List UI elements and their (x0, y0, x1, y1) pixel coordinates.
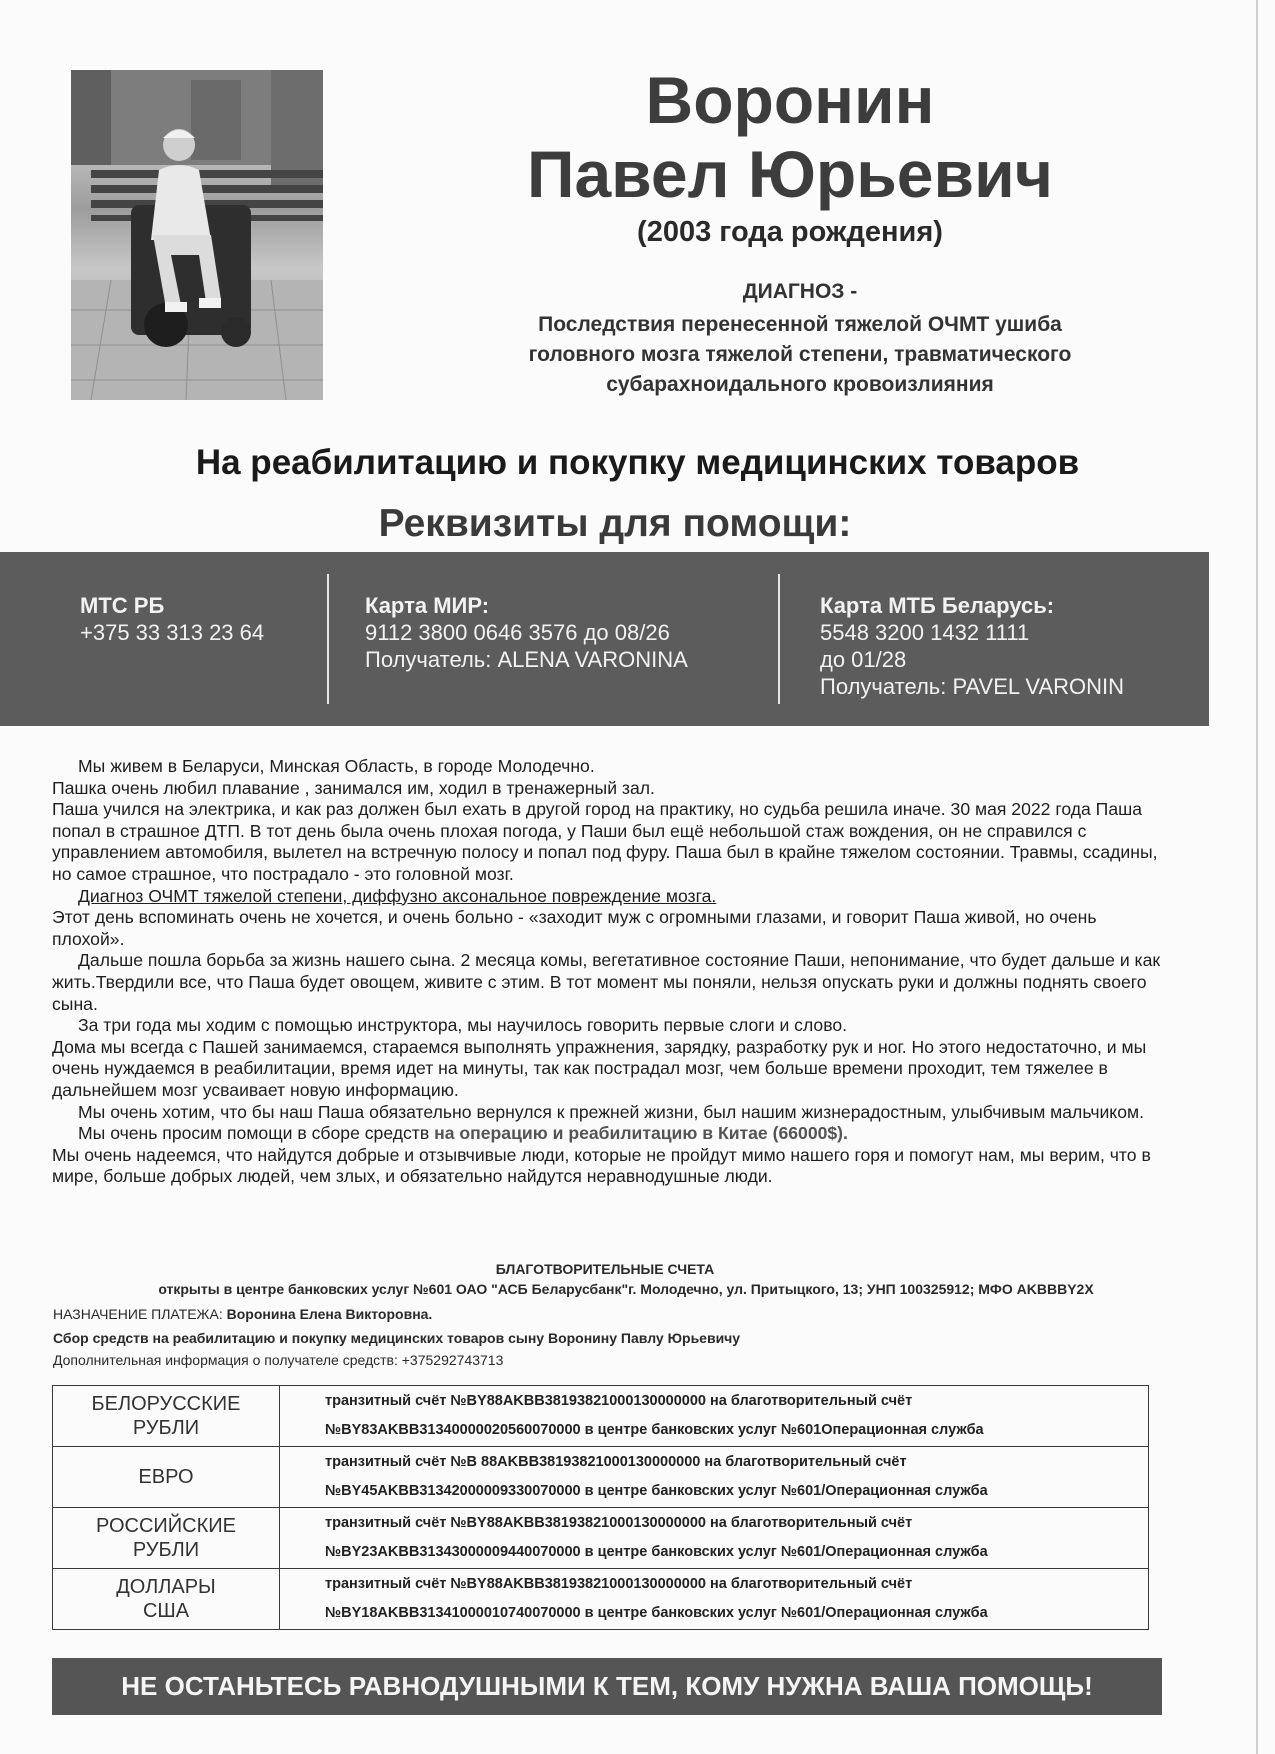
bank-card-line: 9112 3800 0646 3576 до 08/26 (365, 620, 670, 645)
footer-banner: НЕ ОСТАНЬТЕСЬ РАВНОДУШНЫМИ К ТЕМ, КОМУ НУЖНА ВАША ПОМОЩЬ! (52, 1658, 1162, 1715)
story-paragraph: Этот день вспоминать очень не хочется, и очень больно - «заходит муж с огромными глазами, и говорит Паша живой, но очень плохой». (52, 907, 1097, 949)
bank-card-mts (80, 592, 264, 646)
bank-card-title: Карта МИР: (365, 593, 490, 618)
currency-cell (53, 1386, 280, 1447)
diagnosis-line: Последствия перенесенной тяжелой ОЧМТ ушиба (538, 313, 1062, 336)
account-cell (280, 1569, 1149, 1630)
subheadline: Реквизиты для помощи: (378, 502, 852, 545)
currency-name: ДОЛЛАРЫ (116, 1576, 216, 1598)
accounts-table (52, 1385, 1149, 1630)
bank-card-line: Получатель: PAVEL VARONIN (820, 674, 1125, 699)
patient-name-patronymic: Павел Юрьевич (527, 137, 1053, 211)
patient-photo (71, 70, 323, 400)
account-cell (280, 1447, 1149, 1508)
account-line: №BY83AKBB31340000020560070000 в центре банковских услуг №601Операционная служба (325, 1422, 984, 1438)
charity-accounts-bank-info: открыты в центре банковских услуг №601 ОАО "АСБ Беларусбанк"г. Молодечно, ул. Притыцкого, 13; УНП 100325912; МФО AKBBBY2X (158, 1281, 1094, 1297)
bank-card-title: Карта МТБ Беларусь: (820, 593, 1055, 618)
bank-card-line: +375 33 313 23 64 (80, 620, 265, 645)
diagnosis-text (430, 310, 1170, 400)
currency-name: РОССИЙСКИЕ (96, 1515, 236, 1537)
bank-details-band (0, 552, 1209, 726)
currency-name: США (142, 1600, 190, 1622)
patient-surname: Воронин (645, 63, 935, 137)
account-line: транзитный счёт №BY88AKBB38193821000130000000 на благотворительный счёт (325, 1576, 913, 1592)
story-text (52, 756, 1162, 1188)
request-text: Мы очень просим помощи в сборе средств (78, 1123, 435, 1144)
diagnosis-line: головного мозга тяжелой степени, травматического (528, 343, 1072, 366)
account-line: №BY18AKBB31341000010740070000 в центре банковских услуг №601/Операционная служба (325, 1605, 988, 1621)
table-row (53, 1569, 1149, 1630)
account-line: транзитный счёт №BY88AKBB38193821000130000000 на благотворительный счёт (325, 1515, 913, 1531)
column-divider (778, 574, 780, 704)
story-paragraph: За три года мы ходим с помощью инструктора, мы научилось говорить первые слоги и слово. (78, 1015, 848, 1036)
collection-purpose: Сбор средств на реабилитацию и покупку медицинских товаров сыну Воронину Павлу Юрьевичу (53, 1330, 741, 1346)
currency-cell (53, 1569, 280, 1630)
account-line: №BY45AKBB31342000009330070000 в центре банковских услуг №601/Операционная служба (325, 1483, 988, 1499)
bank-card-mir (365, 592, 688, 673)
payment-purpose-value: Воронина Елена Викторовна. (226, 1306, 433, 1322)
page-edge-line (1256, 0, 1258, 1754)
story-paragraph-underlined (52, 886, 1162, 908)
currency-name: РУБЛИ (132, 1539, 200, 1561)
account-line: №BY23AKBB31343000009440070000 в центре банковских услуг №601/Операционная служба (325, 1544, 988, 1560)
recipient-info: Дополнительная информация о получателе средств: +375292743713 (53, 1352, 504, 1368)
account-line: транзитный счёт №В 88AKBB38193821000130000000 на благотворительный счёт (325, 1454, 907, 1470)
story-paragraph: Пашка очень любил плавание , занимался им, ходил в тренажерный зал. (52, 777, 655, 798)
payment-purpose-label: НАЗНАЧЕНИЕ ПЛАТЕЖА: (53, 1306, 223, 1322)
currency-cell (53, 1447, 280, 1508)
birth-year: (2003 года рождения) (637, 216, 943, 248)
diagnosis-line: субарахноидального кровоизлияния (606, 373, 994, 396)
story-paragraph: Дальше пошла борьба за жизнь нашего сына. 2 месяца комы, вегетативное состояние Паши, непонимание, что будет дальше и как жить.Твердили все, что Паша будет овощем, живите с этим. В тот момент мы поняли, нельзя опускать руки и должны поднять своего сына. (52, 950, 1161, 1014)
bank-card-line: 5548 3200 1432 1111 (820, 620, 1030, 645)
request-highlight: на операцию и реабилитацию в Китае (66000$). (434, 1123, 848, 1144)
account-line: транзитный счёт №BY88AKBB38193821000130000000 на благотворительный счёт (325, 1393, 913, 1409)
diagnosis-underlined: Диагноз ОЧМТ тяжелой степени, диффузно аксональное повреждение мозга. (78, 885, 717, 906)
column-divider (327, 574, 329, 704)
diagnosis-label: ДИАГНОЗ - (742, 280, 858, 303)
headline: На реабилитацию и покупку медицинских товаров (195, 443, 1080, 482)
story-paragraph: Дома мы всегда с Пашей занимаемся, стараемся выполнять упражнения, зарядку, разработку рук и ног. Но этого недостаточно, и мы очень нуждаемся в реабилитации, время идет на минуты, так как пострадал мозг, чем больше времени проходит, тем тяжелее в дальнейшем мозг усваивает новую информацию. (52, 1036, 1147, 1100)
charity-accounts-title: БЛАГОТВОРИТЕЛЬНЫЕ СЧЕТА (495, 1261, 715, 1277)
story-paragraph: Мы очень хотим, что бы наш Паша обязательно вернулся к прежней жизни, был нашим жизнерадостным, улыбчивым мальчиком. (78, 1101, 1144, 1122)
bank-card-line: Получатель: ALENA VARONINA (365, 647, 688, 672)
table-row (53, 1508, 1149, 1569)
bank-card-title: МТС РБ (80, 593, 165, 618)
payment-purpose (53, 1306, 432, 1322)
account-cell (280, 1508, 1149, 1569)
bank-card-mtb (820, 592, 1124, 700)
table-row (53, 1386, 1149, 1447)
story-paragraph-request (52, 1123, 1162, 1145)
currency-name: БЕЛОРУССКИЕ (91, 1393, 241, 1415)
story-paragraph: Паша учился на электрика, и как раз должен был ехать в другой город на практику, но судьба решила иначе. 30 мая 2022 года Паша попал в страшное ДТП. В тот день была очень плохая погода, у Паши был ещё небольшой стаж вождения, он не справился с управлением автомобиля, вылетел на встречную полосу и попал под фуру. Паша был в крайне тяжелом состоянии. Травмы, ссадины, но самое страшное, что пострадало - это головной мозг. (52, 799, 1158, 884)
account-cell (280, 1386, 1149, 1447)
table-row (53, 1447, 1149, 1508)
currency-name: ЕВРО (138, 1466, 194, 1488)
story-paragraph: Мы живем в Беларуси, Минская Область, в городе Молодечно. (78, 756, 595, 776)
bank-card-line: до 01/28 (820, 647, 907, 672)
story-paragraph: Мы очень надеемся, что найдутся добрые и отзывчивые люди, которые не пройдут мимо нашего горя и помогут нам, мы верим, что в мире, больше добрых людей, чем злых, и обязательно найдутся неравнодушные люди. (52, 1144, 1151, 1187)
currency-cell (53, 1508, 280, 1569)
currency-name: РУБЛИ (132, 1417, 200, 1439)
